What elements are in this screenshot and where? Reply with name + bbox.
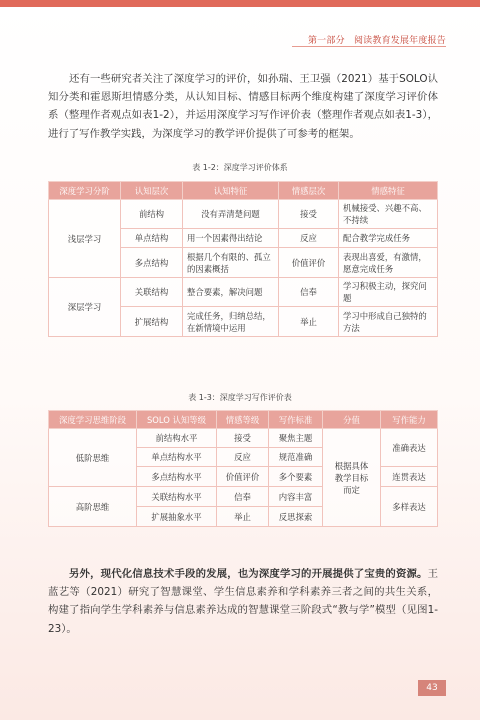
table-header: 情感等级 [217,411,269,429]
stage-cell: 低阶思维 [49,429,137,487]
table-cell: 接受 [279,200,339,229]
table-cell: 用一个因素得出结论 [183,229,279,248]
table-cell: 内容丰富 [269,487,323,507]
table-header-row [49,411,438,429]
running-header: 第一部分 阅读教育发展年度报告 [307,36,446,46]
paragraph-1: 还有一些研究者关注了深度学习的评价，如孙瑞、王卫强（2021）基于SOLO认知分类和霍恩斯坦情感分类，从认知目标、情感目标两个维度构建了深度学习评价体系（整理作者观点如表1-2），并运用深度学习写作评价表（整理作者观点如表1-3），进行了写作教学实践，为深度学习的教学评价提供了可参考的框架。 [48,73,438,140]
table-header: 写作标准 [269,411,323,429]
ability-cell: 准确表达 [381,429,438,467]
ability-cell: 连贯表达 [381,467,438,487]
table-cell: 根据几个有限的、孤立的因素概括 [183,248,279,278]
table-cell: 整合要素，解决问题 [183,278,279,307]
header-rule [292,46,446,47]
table-header: 情感层次 [279,182,339,200]
table-2-caption: 表 1-3：深度学习写作评价表 [188,393,292,402]
table-cell: 扩展结构 [121,307,183,337]
table-cell: 接受 [217,429,269,448]
table-cell: 扩展抽象水平 [137,507,217,527]
table-cell: 信奉 [217,487,269,507]
table-header: 情感特征 [339,182,438,200]
table-1-evaluation-system [48,181,438,337]
stage-cell: 深层学习 [49,278,121,337]
stage-cell: 浅层学习 [49,200,121,278]
table-cell: 多点结构水平 [137,467,217,487]
table-cell: 表现出喜爱，有激情，愿意完成任务 [339,248,438,278]
table-cell: 学习积极主动，探究问题 [339,278,438,307]
ability-cell: 多样表达 [381,487,438,527]
page-number: 43 [418,680,446,696]
table-cell: 反应 [279,229,339,248]
table-header: 写作能力 [381,411,438,429]
table-cell: 完成任务，归纳总结，在新情境中运用 [183,307,279,337]
paragraph-2 [48,565,438,638]
table-row [49,200,438,229]
table-cell: 配合教学完成任务 [339,229,438,248]
table-cell: 多点结构 [121,248,183,278]
table-cell: 机械接受、兴趣不高、不持续 [339,200,438,229]
table-cell: 规范准确 [269,448,323,467]
top-color-bar [0,0,480,7]
table-cell: 反思探索 [269,507,323,527]
table-row [49,278,438,307]
table-cell: 举止 [279,307,339,337]
table-header: 深度学习思维阶段 [49,411,137,429]
stage-cell: 高阶思维 [49,487,137,527]
table-cell: 关联结构 [121,278,183,307]
table-header: SOLO 认知等级 [137,411,217,429]
table-cell: 单点结构水平 [137,448,217,467]
table-header-row [49,182,438,200]
table-cell: 反应 [217,448,269,467]
table-header: 认知层次 [121,182,183,200]
paragraph-2-rest: 王蓝艺等（2021）研究了智慧课堂、学生信息素养和学科素养三者之间的共生关系，构建了指向学生学科素养与信息素养达成的智慧课堂三阶段式“教与学”模型（见图1-23）。 [48,568,438,635]
paragraph-2-bold: 另外，现代化信息技术手段的发展，也为深度学习的开展提供了宝贵的资源。 [69,568,428,580]
table-1-caption: 表 1-2：深度学习评价体系 [192,163,288,172]
table-cell: 多个要素 [269,467,323,487]
table-cell: 前结构水平 [137,429,217,448]
table-cell: 聚焦主题 [269,429,323,448]
table-cell: 单点结构 [121,229,183,248]
table-header: 分值 [323,411,381,429]
score-cell: 根据具体教学目标而定 [323,429,381,527]
table-row [49,429,438,448]
table-header: 深度学习分阶 [49,182,121,200]
table-cell: 举止 [217,507,269,527]
table-cell: 学习中形成自己独特的方法 [339,307,438,337]
table-header: 认知特征 [183,182,279,200]
table-cell: 价值评价 [279,248,339,278]
table-2-writing-evaluation [48,410,438,527]
table-cell: 没有弄清楚问题 [183,200,279,229]
table-cell: 前结构 [121,200,183,229]
table-cell: 关联结构水平 [137,487,217,507]
table-cell: 价值评价 [217,467,269,487]
table-cell: 信奉 [279,278,339,307]
